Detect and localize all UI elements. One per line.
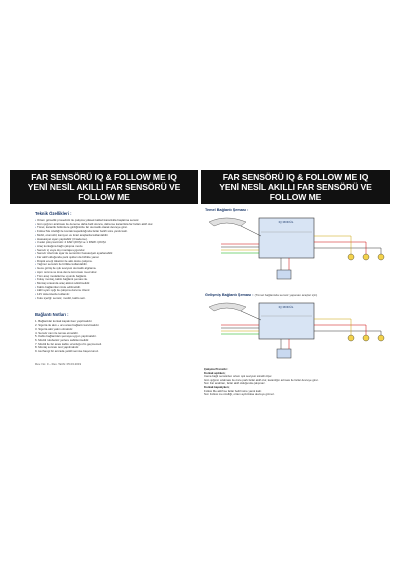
bullet-icon: • <box>35 262 37 267</box>
left-banner <box>10 170 198 204</box>
lamp-icon <box>348 254 354 260</box>
connection-item: 8. Montaj sonrası test yapılmalıdır. <box>35 345 80 350</box>
feature-text: Gece görüş ile ışık seviyesi otomatik algılama. <box>37 266 97 271</box>
module-box <box>259 218 314 258</box>
right-page <box>201 170 391 402</box>
diagram2-title-main: Gelişmiş Bağlantı Şeması : <box>205 293 254 297</box>
connection-item: 3. Sigorta akü yakın olmalıdır. <box>35 326 74 331</box>
feature-text: Mobil, otomobil, kamyon ve ticari araçlarda kullanılabilir. <box>37 232 109 237</box>
right-banner-line1: FAR SENSÖRÜ IQ & FOLLOW ME IQ <box>222 172 369 182</box>
bullet-icon: • <box>35 266 37 271</box>
note-line: Cama bağlı sensörden ortam ışık seviyesi sürekli ölçer. <box>204 374 273 379</box>
features-list <box>35 219 185 300</box>
bullet-icon: • <box>35 229 37 234</box>
bullet-icon: • <box>35 258 37 263</box>
feature-text: Düşük enerji tüketimi ile akü dostu çalışma. <box>37 258 93 263</box>
features-title: Teknik Özellikleri : <box>35 211 72 216</box>
note-line: Not: Follow me özelliği, ortam aydınlıksa devreye girmez. <box>204 392 275 397</box>
bullet-icon: • <box>35 218 37 222</box>
bullet-icon: • <box>35 232 37 237</box>
advanced-wiring-diagram <box>201 299 391 361</box>
bullet-icon: • <box>35 280 37 285</box>
diagram2-subtitle: (Tümel bağlantıda sensör yapanan araçlar için) <box>254 293 318 297</box>
lamp-icon <box>348 335 354 341</box>
note-line: Kontak kapalıyken; <box>204 384 230 389</box>
connection-item: 5. Kablo bağlantıları şemaya uygun yapılmalıdır. <box>35 334 97 339</box>
connection-item: 7. Modül ile far arası kablo uzunluğu 2m geçmemeli. <box>35 341 102 346</box>
lamp-icon <box>363 254 369 260</box>
connections-list <box>35 320 185 353</box>
diagram1-title: Temel Bağlantı Şeması : <box>205 208 249 212</box>
battery-icon <box>277 349 291 358</box>
feature-text: Aşırı ısınma ve kısa devre koruması mevcuttur. <box>37 269 98 274</box>
battery-icon <box>277 270 291 279</box>
windshield-sensor-icon <box>209 218 246 226</box>
bullet-icon: • <box>35 221 37 226</box>
bullet-icon: • <box>35 284 37 289</box>
basic-wiring-diagram <box>201 214 391 284</box>
right-banner-line2: YENİ NESİL AKILLI FAR SENSÖRÜ VE FOLLOW ME <box>219 182 372 202</box>
bullet-icon: • <box>35 277 37 282</box>
bullet-icon: • <box>35 225 37 230</box>
bullet-icon: • <box>35 240 37 245</box>
feature-text: Far aktif olduğunda park ışıkları da birlikte yanar. <box>37 255 100 260</box>
feature-text: Sensör üzerinde ayar ile sensörün hassasiyeti ayarlanabilir. <box>37 251 114 256</box>
feature-text: Araç kontağına bağlı çalışma modu. <box>37 243 84 248</box>
bullet-icon: • <box>35 247 37 252</box>
module-label: IQ MODÜL <box>278 305 294 309</box>
bullet-icon: • <box>35 255 37 260</box>
connection-item: 9. Herhangi bir arızada yetkili servise başvurunuz. <box>35 349 99 354</box>
feature-text: Hassasiyet ayarı yapılabilir (3 kademe). <box>37 236 88 241</box>
feature-item <box>35 297 185 301</box>
revision-note: Rev. No: 0 – Rev. Tarihi: 05.03.2019 <box>35 361 82 366</box>
feature-text: Tüm araç modellerine uyumlu bağlantı. <box>37 273 87 278</box>
feature-text: Kutu içeriği: sensör, modül, kablo seti. <box>37 295 86 300</box>
bullet-icon: • <box>35 236 37 241</box>
feature-text: 12V sistemlerde kullanılır. <box>37 292 70 297</box>
bullet-icon: • <box>35 251 37 256</box>
note-line: Çalışma Prensibi : <box>204 367 229 371</box>
feature-text: Montaj sırasında araç aküsü sökülmelidir. <box>37 280 91 285</box>
feature-text: 3 adet çıkış kontrolü: 2 FAR ÇIKIŞI ve 1 PARK ÇIKIŞI. <box>37 240 107 245</box>
note-line: Gün ışığının azalması ile önce park farlar aktif olur, karanlığın artması ile farlar devreye girer. <box>204 377 319 382</box>
lamp-icon <box>378 335 384 341</box>
feature-text: Ortam görsellik prosedürü ile çalışma yüksek kaliteli karanlıkla başlatma sensör. <box>37 218 140 222</box>
bullet-icon: • <box>35 288 37 293</box>
bullet-icon: • <box>35 295 37 300</box>
feature-text: Kablo bağlantıları izole edilmelidir. <box>37 284 81 289</box>
note-line: Kontak açıkken; <box>204 370 226 375</box>
note-line: Not: Far anahtarı, farlar aktif olduğunda çalışmaz. <box>204 381 266 386</box>
left-banner-line1: FAR SENSÖRÜ IQ & FOLLOW ME IQ <box>31 172 177 182</box>
bullet-icon: • <box>35 273 37 278</box>
diagram2-title <box>205 293 391 297</box>
bullet-icon: • <box>35 292 37 297</box>
feature-text: Tünel, karanlık bölümlere girdiğinizde far otomatik olarak devreye girer. <box>37 225 128 230</box>
feature-text: Sensör iç veya dış montaja uygundur. <box>37 247 86 252</box>
operating-notes <box>204 368 324 397</box>
note-line: Follow Me aktif ise farlar belirli süre yanık kalır. <box>204 388 262 393</box>
feature-text: Kolay montaj, kablo bağlantı şeması ile. <box>37 277 88 282</box>
bullet-icon: • <box>35 269 37 274</box>
feature-text: Gün ışığının azalması ile deneme daha belli olunca, daha ise karanlıkta far farları aktif olur. <box>37 221 154 226</box>
bullet-icon: • <box>35 243 37 248</box>
connection-item: 4. Sensör cam ile temas etmelidir. <box>35 330 79 335</box>
left-banner-line2: YENİ NESİL AKILLI FAR SENSÖRÜ VE FOLLOW ME <box>27 182 181 202</box>
right-banner <box>201 170 390 204</box>
lamp-icon <box>378 254 384 260</box>
left-page <box>10 170 198 402</box>
connection-item: 6. Modül rutubetsiz yerlere sabitlenmelidir. <box>35 337 89 342</box>
connection-item: 2. Sigorta ile akü + ucu arası bağlantı kurulmalıdır. <box>35 323 100 328</box>
feature-text: Yağmur sensörü ile birlikte kullanılabilir. <box>37 262 88 267</box>
connection-item: 1. Bağlantılar kontak kapalı iken yapılmalıdır. <box>35 319 93 324</box>
lamp-icon <box>363 335 369 341</box>
windshield-sensor-icon <box>209 303 246 311</box>
feature-text: Follow Me özelliği ile kontak kapatıldığında farlar belirli süre yanık kalır. <box>37 229 128 234</box>
feature-text: LED uyarı ışığı ile çalışma durumu izlenir. <box>37 288 91 293</box>
module-label: IQ MODÜL <box>278 220 294 224</box>
connections-title: Bağlantı Notları : <box>35 312 69 318</box>
